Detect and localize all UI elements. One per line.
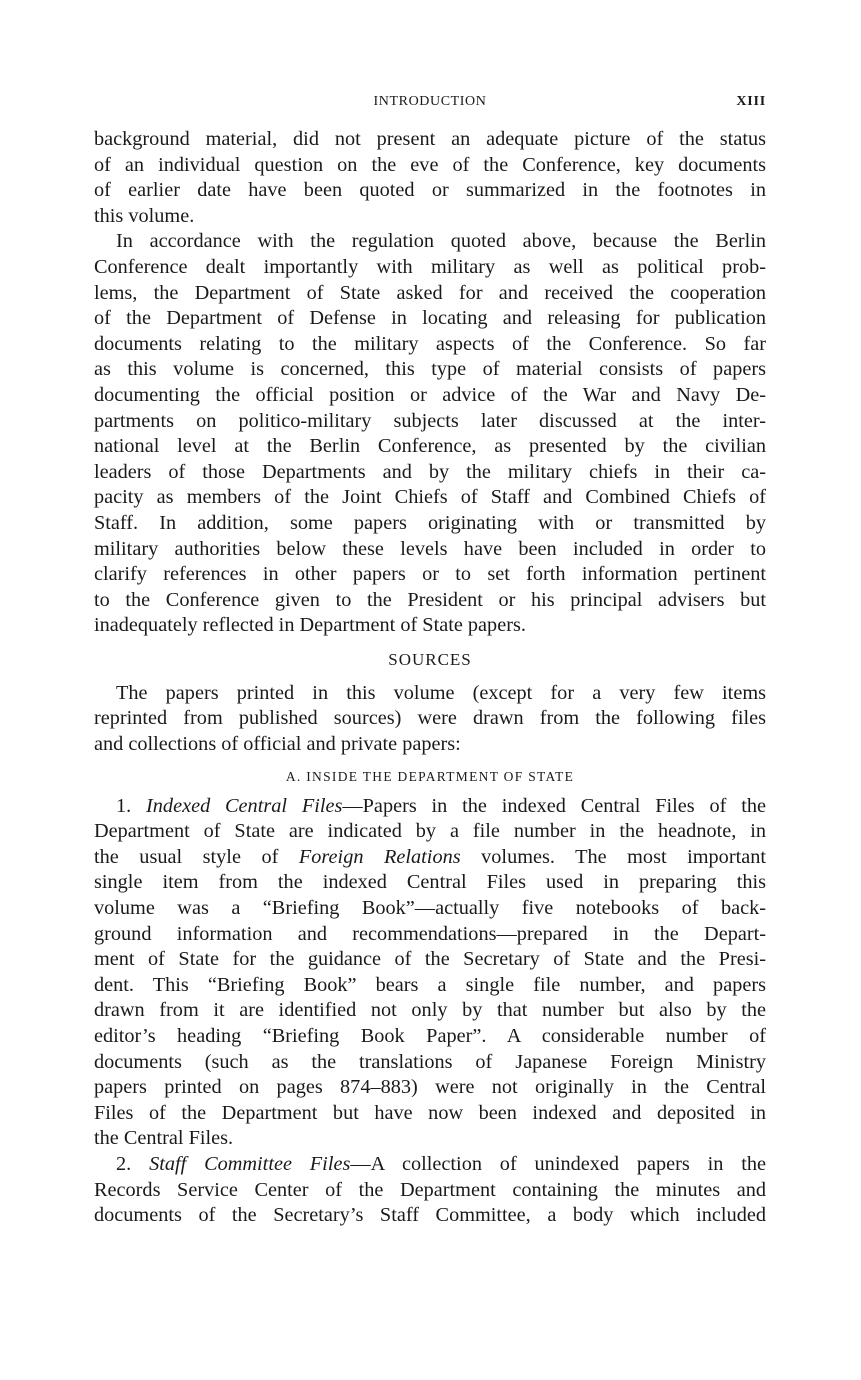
text-line: documenting the official position or advice of the War and Navy De- <box>94 383 766 406</box>
text-line: and collections of official and private papers: <box>94 733 461 756</box>
item-lead: —A collection of unindexed papers in the <box>350 1152 767 1175</box>
text-line: inadequately reflected in Department of State papers. <box>94 614 526 637</box>
paragraph-military-cooperation <box>94 229 766 639</box>
text-line: as this volume is concerned, this type of material consists of papers <box>94 358 766 381</box>
text-line: clarify references in other papers or to set forth information pertinent <box>94 563 766 586</box>
text-line: the Central Files. <box>94 1127 234 1150</box>
text-line: of the Department of Defense in locating and releasing for publication <box>94 307 766 330</box>
text-line: of earlier date have been quoted or summarized in the footnotes in <box>94 179 766 202</box>
text-line: Department of State are indicated by a file number in the headnote, in <box>94 820 766 843</box>
paragraph-indexed-central-files <box>94 794 766 1152</box>
document-page <box>94 92 766 1229</box>
text-line: Conference dealt importantly with military as well as political prob- <box>94 255 766 278</box>
publication-title: Foreign Relations <box>298 845 461 868</box>
item-number: 2. <box>116 1152 150 1175</box>
running-head-title: INTRODUCTION <box>373 94 487 109</box>
text-line: pacity as members of the Joint Chiefs of Staff and Combined Chiefs of <box>94 486 766 509</box>
item-number: 1. <box>116 794 147 817</box>
text-line: partments on politico-military subjects later discussed at the inter- <box>94 409 766 432</box>
sources-heading: SOURCES <box>388 649 472 669</box>
text-line <box>94 1152 766 1178</box>
text-line: ground information and recommendations—prepared in the Depart- <box>94 922 766 945</box>
page-number: XIII <box>736 94 766 109</box>
text-line: Files of the Department but have now been indexed and deposited in <box>94 1101 766 1124</box>
text-line: documents relating to the military aspects of the Conference. So far <box>94 332 766 355</box>
text-line: military authorities below these levels have been included in order to <box>94 537 766 560</box>
text-line: national level at the Berlin Conference, as presented by the civilian <box>94 435 766 458</box>
text-line: dent. This “Briefing Book” bears a single file number, and papers <box>94 973 766 996</box>
text-line: papers printed on pages 874–883) were not originally in the Central <box>94 1076 766 1099</box>
text-line: of an individual question on the eve of the Conference, key documents <box>94 153 766 176</box>
text-line: this volume. <box>94 204 195 227</box>
item-title: Indexed Central Files <box>146 794 343 817</box>
running-head <box>94 92 766 118</box>
text-line: Staff. In addition, some papers originating with or transmitted by <box>94 511 766 534</box>
text-line: The papers printed in this volume (except for a very few items <box>116 681 766 704</box>
text-line: drawn from it are identified not only by that number but also by the <box>94 999 766 1022</box>
item-lead: —Papers in the indexed Central Files of the <box>342 794 766 817</box>
text-line: reprinted from published sources) were drawn from the following files <box>94 707 766 730</box>
text-line: lems, the Department of State asked for and received the cooperation <box>94 281 766 304</box>
subsection-heading: A. INSIDE THE DEPARTMENT OF STATE <box>285 768 575 784</box>
text-line: ment of State for the guidance of the Secretary of State and the Presi- <box>94 948 766 971</box>
text-line: documents (such as the translations of Japanese Foreign Ministry <box>94 1050 766 1073</box>
text-line: background material, did not present an adequate picture of the status <box>94 128 766 150</box>
text-line: editor’s heading “Briefing Book Paper”. A considerable number of <box>94 1025 766 1047</box>
text-line: In accordance with the regulation quoted above, because the Berlin <box>116 230 766 253</box>
item-title: Staff Committee Files <box>149 1152 351 1175</box>
paragraph-continuation <box>94 127 766 229</box>
body-text <box>94 127 766 1229</box>
text-line: to the Conference given to the President or his principal advisers but <box>94 588 766 611</box>
text-line: volume was a “Briefing Book”—actually five notebooks of back- <box>94 897 766 920</box>
text-line: Records Service Center of the Department containing the minutes and <box>94 1178 766 1201</box>
paragraph-staff-committee-files <box>94 1152 766 1229</box>
text-line: leaders of those Departments and by the military chiefs in their ca- <box>94 460 766 483</box>
text-line: documents of the Secretary’s Staff Committee, a body which included <box>94 1204 766 1227</box>
text-line <box>94 794 766 820</box>
text-line: single item from the indexed Central Files used in preparing this <box>94 871 766 894</box>
paragraph-sources-intro <box>94 681 766 758</box>
text-line: the usual style of Foreign Relations volumes. The most important <box>94 845 766 868</box>
